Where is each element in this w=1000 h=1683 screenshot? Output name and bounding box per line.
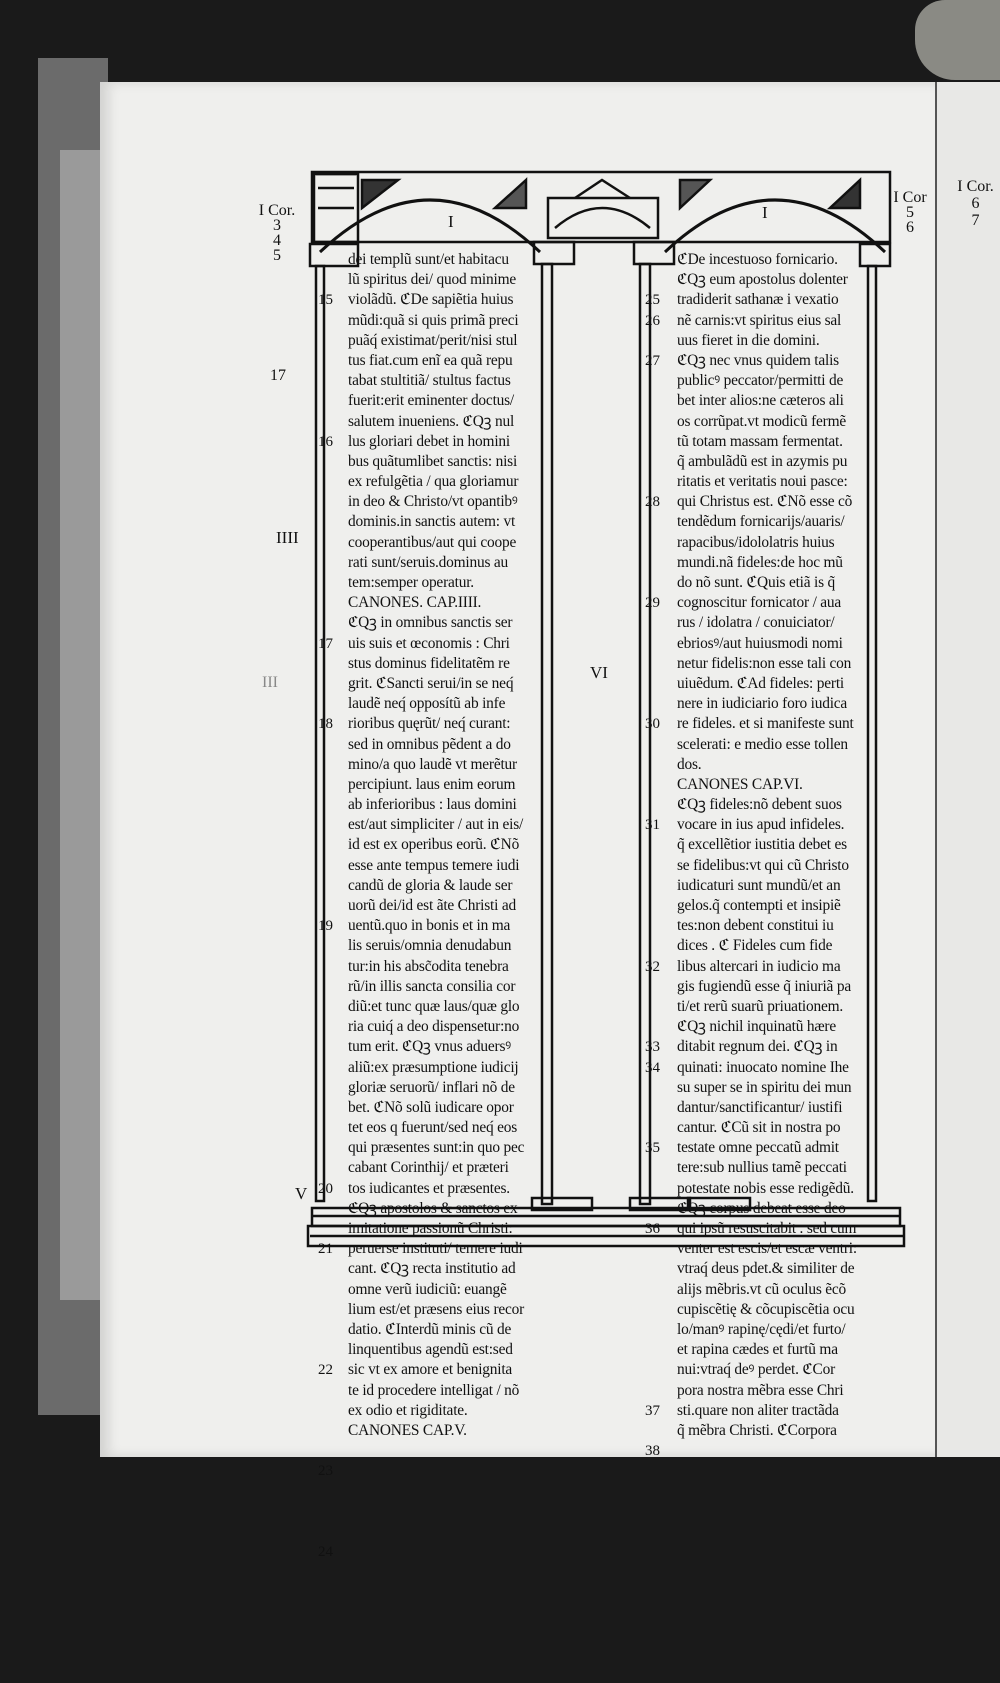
verse-number xyxy=(318,674,346,694)
verse-number xyxy=(645,432,675,452)
text-line: et rapina cædes et furtũ ma xyxy=(677,1341,838,1359)
verse-number xyxy=(645,613,675,633)
verse-number xyxy=(645,654,675,674)
verse-number xyxy=(318,472,346,492)
text-line: q̃ mẽbra Christi. ℭCorpora xyxy=(677,1421,837,1439)
verse-number xyxy=(645,876,675,896)
text-line: aliũ:ex præsumptione iudicij xyxy=(348,1058,519,1076)
text-line: rapacibus/idololatris huius xyxy=(677,533,835,551)
text-line: rioribus quęrũt/ neq́ curant: xyxy=(348,715,511,733)
verse-number: 18 xyxy=(318,716,333,733)
binding-tie xyxy=(915,0,1000,80)
text-line: CANONES. CAP.IIII. xyxy=(348,594,482,612)
verse-number: 37 xyxy=(645,1402,660,1419)
text-line: lũ spiritus dei/ quod minime xyxy=(348,271,516,289)
text-line: cabant Corinthij/ et præteri xyxy=(348,1159,509,1177)
verse-number xyxy=(318,1522,346,1542)
text-line: fuerit:erit eminenter doctus/ xyxy=(348,392,514,410)
verse-number: 23 xyxy=(318,1463,333,1480)
verse-number xyxy=(645,1340,675,1360)
text-line: mundi.nã fideles:de hoc mũ xyxy=(677,553,843,571)
margin-gloss-right xyxy=(885,190,935,235)
right-column-verse-numbers xyxy=(645,250,675,1461)
text-line: in deo & Christo/vt opantibꝰ xyxy=(348,493,518,511)
verse-number xyxy=(645,1098,675,1118)
verse-number: 32 xyxy=(645,958,660,975)
verse-number xyxy=(645,512,675,532)
verse-number xyxy=(645,1320,675,1340)
verse-number xyxy=(645,1239,675,1259)
verse-number: 27 xyxy=(645,352,660,369)
verse-number xyxy=(318,896,346,916)
verse-number xyxy=(318,533,346,553)
verse-number xyxy=(318,270,346,290)
text-line: sti.quare non aliter tractãda xyxy=(677,1401,839,1419)
verse-number xyxy=(318,351,346,371)
text-line: CANONES CAP.VI. xyxy=(677,775,803,793)
gloss-num: 3 xyxy=(273,217,281,234)
text-line: bet. ℭNõ solũ iudicare opor xyxy=(348,1098,514,1116)
verse-number xyxy=(645,1360,675,1380)
verse-number xyxy=(318,997,346,1017)
verse-number xyxy=(645,755,675,775)
gloss-num: 6 xyxy=(971,195,980,212)
facing-page-gloss xyxy=(953,178,998,229)
verse-number xyxy=(318,593,346,613)
arch-label-left: I xyxy=(448,212,454,231)
verse-number xyxy=(645,250,675,270)
text-line: tem:semper operatur. xyxy=(348,574,474,591)
verse-number xyxy=(645,674,675,694)
verse-number xyxy=(318,1078,346,1098)
text-line: rus / idolatra / conuiciator/ xyxy=(677,614,835,632)
text-line: nẽ carnis:vt spiritus eius sal xyxy=(677,311,842,329)
verse-number xyxy=(318,936,346,956)
text-line: ritatis et veritatis noui pasce: xyxy=(677,473,848,491)
text-line: dominis.in sanctis autem: vt xyxy=(348,513,516,531)
verse-number xyxy=(318,876,346,896)
verse-number: 38 xyxy=(645,1443,660,1460)
text-line: tus fiat.cum enĩ ea quã repu xyxy=(348,351,513,369)
verse-number xyxy=(645,1381,675,1401)
verse-number xyxy=(645,775,675,795)
verse-number: 15 xyxy=(318,292,333,309)
verse-number: 30 xyxy=(645,716,660,733)
verse-number: 20 xyxy=(318,1180,333,1197)
left-text-column xyxy=(348,250,548,1441)
verse-number xyxy=(645,472,675,492)
verse-number xyxy=(318,1421,346,1441)
verse-number: 29 xyxy=(645,595,660,612)
verse-number xyxy=(645,553,675,573)
text-line: do nõ sunt. ℭQuis etiã is q̃ xyxy=(677,574,836,591)
verse-number xyxy=(645,634,675,654)
text-line: ℭQꝫ corpus debeat esse deo xyxy=(677,1199,846,1217)
text-line: venter est escis/et escæ ventri: xyxy=(677,1240,857,1258)
text-line: re fideles. et si manifeste sunt xyxy=(677,715,854,733)
verse-number xyxy=(645,795,675,815)
verse-number xyxy=(645,270,675,290)
verse-number xyxy=(318,1481,346,1501)
gloss-head: I Cor. xyxy=(258,202,296,219)
verse-number xyxy=(318,1401,346,1421)
text-line: ℭQꝫ apostolos & sanctos ex xyxy=(348,1199,518,1217)
verse-number xyxy=(645,1300,675,1320)
text-line: mũdi:quã si quis primã preci xyxy=(348,311,519,329)
verse-number xyxy=(318,553,346,573)
verse-number xyxy=(318,977,346,997)
arch-label-right: I xyxy=(762,203,768,222)
text-line: qui Christus est. ℭNõ esse cõ xyxy=(677,493,853,511)
verse-number xyxy=(645,1158,675,1178)
text-line: lus gloriari debet in homini xyxy=(348,432,510,450)
text-line: uiuẽdum. ℭAd fideles: perti xyxy=(677,674,844,692)
verse-number xyxy=(318,1017,346,1037)
text-line: os corrũpat.vt modicũ fermẽ xyxy=(677,412,846,430)
text-line: te id procedere intelligat / nõ xyxy=(348,1381,520,1399)
text-line: ab inferioribus : laus domini xyxy=(348,796,517,814)
verse-number xyxy=(318,1098,346,1118)
gloss-head: I Cor xyxy=(893,189,927,206)
text-line: ℭDe incestuoso fornicario. xyxy=(677,251,838,268)
verse-number xyxy=(645,1259,675,1279)
verse-number xyxy=(645,391,675,411)
verse-number xyxy=(318,1381,346,1401)
text-line: gloriæ seruorũ/ inflari nõ de xyxy=(348,1078,515,1096)
verse-number xyxy=(318,694,346,714)
verse-number xyxy=(318,1058,346,1078)
text-line: lo/manꝰ rapinę/cędi/et furto/ xyxy=(677,1320,846,1338)
verse-number xyxy=(645,896,675,916)
text-line: id est ex operibus eorũ. ℭNõ xyxy=(348,836,520,854)
verse-number xyxy=(318,1623,346,1643)
verse-number xyxy=(318,412,346,432)
text-line: q̃ ambulãdũ est in azymis pu xyxy=(677,452,848,470)
text-line: rati sunt/seruis.dominus au xyxy=(348,553,509,571)
text-line: grit. ℭSancti serui/in se neq́ xyxy=(348,674,514,692)
text-line: rũ/in illis sancta consilia cor xyxy=(348,977,516,995)
section-marker-vi: VI xyxy=(590,663,608,682)
text-line: tos iudicantes et præsentes. xyxy=(348,1179,510,1197)
text-line: tum erit. ℭQꝫ vnus aduersꝰ xyxy=(348,1038,511,1056)
text-line: se fidelibus:vt qui cũ Christo xyxy=(677,856,849,874)
verse-number xyxy=(318,1320,346,1340)
verse-number: 16 xyxy=(318,433,333,450)
verse-number xyxy=(318,835,346,855)
text-line: sic vt ex amore et benignita xyxy=(348,1361,513,1379)
verse-number xyxy=(318,1643,346,1663)
text-line: datio. ℭInterdũ minis cũ de xyxy=(348,1320,512,1338)
text-line: potestate nobis esse redigẽdũ. xyxy=(677,1179,854,1197)
text-line: ℭQꝫ eum apostolus dolenter xyxy=(677,271,848,289)
text-line: libus altercari in iudicio ma xyxy=(677,957,841,975)
verse-number xyxy=(645,1078,675,1098)
verse-number xyxy=(318,311,346,331)
verse-number xyxy=(318,1280,346,1300)
verse-number xyxy=(318,492,346,512)
text-line: ex odio et rigiditate. xyxy=(348,1401,468,1419)
text-line: imitatione passionũ Christi: xyxy=(348,1220,513,1237)
verse-number xyxy=(645,916,675,936)
text-line: nui:vtraq́ deꝰ perdet. ℭCor xyxy=(677,1361,836,1379)
verse-number: 36 xyxy=(645,1221,660,1237)
text-line: ℭQꝫ nichil inquinatũ hære xyxy=(677,1018,836,1036)
verse-number xyxy=(645,533,675,553)
verse-number xyxy=(318,735,346,755)
gloss-num: 5 xyxy=(273,247,281,264)
text-line: vtraq́ deus pdet.& similiter de xyxy=(677,1260,855,1278)
text-line: linquentibus agendũ est:sed xyxy=(348,1341,513,1359)
text-line: ℭQꝫ in omnibus sanctis ser xyxy=(348,614,513,632)
verse-number xyxy=(318,1300,346,1320)
verse-number xyxy=(318,613,346,633)
section-marker-v: V xyxy=(295,1184,308,1203)
verse-number xyxy=(318,1259,346,1279)
verse-number: 31 xyxy=(645,817,660,834)
text-line: pora nostra mẽbra esse Chri xyxy=(677,1381,844,1399)
verse-number xyxy=(318,1158,346,1178)
text-line: dei templũ sunt/et habitacu xyxy=(348,251,509,268)
text-line: ti/et rerũ suarũ priuationem. xyxy=(677,997,844,1015)
verse-number: 34 xyxy=(645,1059,660,1076)
text-line: alijs mẽbris.vt cũ oculus ẽcõ xyxy=(677,1280,847,1298)
facing-page-edge xyxy=(935,82,1000,1457)
verse-number: 21 xyxy=(318,1241,333,1258)
text-line: esse ante tempus temere iudi xyxy=(348,856,520,874)
verse-number xyxy=(645,1280,675,1300)
text-line: candũ de gloria & laude ser xyxy=(348,876,513,894)
text-line: tet eos q fuerunt/sed neq́ eos xyxy=(348,1119,518,1137)
verse-number xyxy=(318,815,346,835)
text-line: uentũ.quo in bonis et in ma xyxy=(348,917,511,935)
verse-number xyxy=(645,694,675,714)
text-line: tabat stultitiã/ stultus factus xyxy=(348,372,511,390)
gloss-num: 6 xyxy=(906,219,914,236)
text-line: ℭQꝫ nec vnus quidem talis xyxy=(677,351,839,369)
margin-gloss-left xyxy=(258,203,296,263)
text-line: bus quãtumlibet sanctis: nisi xyxy=(348,452,518,470)
text-line: lis seruis/omnia denudabun xyxy=(348,937,512,955)
left-column-verse-numbers xyxy=(318,250,346,1683)
text-line: tendẽdum fornicarijs/auaris/ xyxy=(677,513,845,531)
text-line: publicꝰ peccator/permitti de xyxy=(677,372,844,390)
text-line: violãdũ. ℭDe sapiẽtia huius xyxy=(348,291,514,309)
text-line: lium est/et præsens eius recor xyxy=(348,1300,525,1318)
gloss-num: 7 xyxy=(971,212,980,229)
text-line: uis suis et œconomis : Chri xyxy=(348,634,510,652)
verse-number xyxy=(318,573,346,593)
verse-number xyxy=(318,1118,346,1138)
text-line: dantur/sanctificantur/ iustifi xyxy=(677,1098,843,1116)
verse-number xyxy=(318,1340,346,1360)
verse-number: 25 xyxy=(645,292,660,309)
text-line: tere:sub nullius tamẽ peccati xyxy=(677,1159,847,1177)
verse-number xyxy=(318,452,346,472)
verse-number: 22 xyxy=(318,1362,333,1379)
verse-number xyxy=(645,835,675,855)
text-line: vocare in ius apud infideles. xyxy=(677,816,845,834)
gloss-head: I Cor. xyxy=(957,178,994,195)
text-line: iudicaturi sunt mundũ/et an xyxy=(677,876,841,894)
margin-stray-mark: 17 xyxy=(270,367,286,384)
text-line: bet inter alios:ne cæteros ali xyxy=(677,392,844,410)
verse-number xyxy=(318,391,346,411)
text-line: netur fidelis:non esse tali con xyxy=(677,654,852,672)
text-line: scelerati: e medio esse tollen xyxy=(677,735,848,753)
verse-number: 24 xyxy=(318,1544,333,1560)
text-line: tes:non debent constitui iu xyxy=(677,917,834,935)
text-line: laudẽ neq́ opposítũ ab infe xyxy=(348,695,506,713)
section-marker-iiii: IIII xyxy=(276,528,299,547)
text-line: uus fieret in die domini. xyxy=(677,331,820,349)
text-line: cognoscitur fornicator / aua xyxy=(677,594,842,612)
verse-number: 26 xyxy=(645,312,660,329)
gloss-num: 4 xyxy=(273,232,281,249)
verse-number xyxy=(318,1502,346,1522)
verse-number xyxy=(645,412,675,432)
text-line: qui præsentes sunt:in quo pec xyxy=(348,1139,525,1157)
verse-number: 17 xyxy=(318,635,333,652)
text-line: su super se in spiritu dei mun xyxy=(677,1078,852,1096)
text-line: testate omne peccatũ admit xyxy=(677,1139,839,1157)
verse-number xyxy=(318,957,346,977)
verse-number xyxy=(645,997,675,1017)
text-line: percipiunt. laus enim eorum xyxy=(348,775,516,793)
text-line: tur:in his absc̃odita tenebra xyxy=(348,957,509,975)
text-line: tũ totam massam fermentat. xyxy=(677,432,843,450)
text-line: gelos.q̃ contempti et insipiẽ xyxy=(677,897,841,914)
verse-number xyxy=(318,331,346,351)
text-line: peruerse instituti/ temere iudi xyxy=(348,1240,523,1258)
verse-number xyxy=(645,1179,675,1199)
verse-number xyxy=(318,1582,346,1602)
verse-number xyxy=(645,1118,675,1138)
verse-number xyxy=(318,1219,346,1239)
verse-number xyxy=(645,1017,675,1037)
text-line: dices . ℭ Fideles cum fide xyxy=(677,937,833,955)
verse-number xyxy=(318,856,346,876)
verse-number xyxy=(645,936,675,956)
section-marker-iii: III xyxy=(262,674,278,691)
text-line: ebriosꝰ/aut huiusmodi nomi xyxy=(677,634,843,652)
text-line: tradiderit sathanæ i vexatio xyxy=(677,291,839,309)
verse-number xyxy=(318,371,346,391)
verse-number xyxy=(645,1421,675,1441)
text-line: diũ:et tunc quæ laus/quæ glo xyxy=(348,997,520,1015)
verse-number xyxy=(318,1562,346,1582)
verse-number xyxy=(645,735,675,755)
text-line: q̃ excellẽtior iustitia debet es xyxy=(677,836,847,854)
verse-number xyxy=(318,1037,346,1057)
verse-number xyxy=(645,452,675,472)
text-line: puãq́ existimat/perit/nisi stul xyxy=(348,331,518,349)
text-line: cooperantibus/aut qui coope xyxy=(348,533,517,551)
text-line: gis fugiendũ esse q̃ iniuriã pa xyxy=(677,977,851,995)
text-line: omne verũ iudiciũ: euangẽ xyxy=(348,1280,507,1298)
gloss-num: 5 xyxy=(906,204,914,221)
text-line: stus dominus fidelitatẽm re xyxy=(348,654,510,672)
text-line: qui ipsũ resuscitabit . sed cum xyxy=(677,1220,857,1237)
verse-number xyxy=(318,1441,346,1461)
text-line: ex refulgẽtia / qua gloriamur xyxy=(348,473,519,491)
verse-number xyxy=(318,250,346,270)
text-line: est/aut simpliciter / aut in eis/ xyxy=(348,816,524,834)
text-line: CANONES CAP.V. xyxy=(348,1421,467,1439)
text-line: cupiscẽtię & cõcupiscẽtia ocu xyxy=(677,1300,855,1318)
text-line: sed in omnibus pẽdent a do xyxy=(348,735,511,753)
verse-number xyxy=(318,512,346,532)
text-line: cant. ℭQꝫ recta institutio ad xyxy=(348,1260,516,1278)
verse-number: 28 xyxy=(645,494,660,511)
verse-number xyxy=(645,977,675,997)
verse-number xyxy=(318,1663,346,1683)
verse-number xyxy=(318,654,346,674)
verse-number xyxy=(318,795,346,815)
text-line: cantur. ℭCũ sit in nostra po xyxy=(677,1119,841,1137)
verse-number xyxy=(318,1138,346,1158)
text-line: quinati: inuocato nomine Ihe xyxy=(677,1058,849,1076)
text-line: mino/a quo laudẽ vt merẽtur xyxy=(348,755,517,773)
text-line: ria cuiq́ a deo dispensetur:no xyxy=(348,1018,520,1036)
text-line: nere in iudiciario foro iudica xyxy=(677,695,848,713)
verse-number xyxy=(645,573,675,593)
verse-number: 33 xyxy=(645,1039,660,1056)
verse-number: 35 xyxy=(645,1140,660,1157)
text-line: dos. xyxy=(677,755,702,773)
text-line: ditabit regnum dei. ℭQꝫ in xyxy=(677,1038,838,1056)
verse-number xyxy=(318,1199,346,1219)
verse-number xyxy=(645,331,675,351)
verse-number xyxy=(318,1603,346,1623)
verse-number xyxy=(318,775,346,795)
verse-number xyxy=(318,755,346,775)
right-text-column xyxy=(677,250,877,1441)
text-line: salutem inueniens. ℭQꝫ nul xyxy=(348,412,515,430)
verse-number xyxy=(645,1199,675,1219)
text-line: uorũ dei/id est ãte Christi ad xyxy=(348,897,516,914)
text-line: ℭQꝫ fideles:nõ debent suos xyxy=(677,796,842,814)
verse-number xyxy=(645,371,675,391)
verse-number xyxy=(645,856,675,876)
verse-number: 19 xyxy=(318,918,333,935)
